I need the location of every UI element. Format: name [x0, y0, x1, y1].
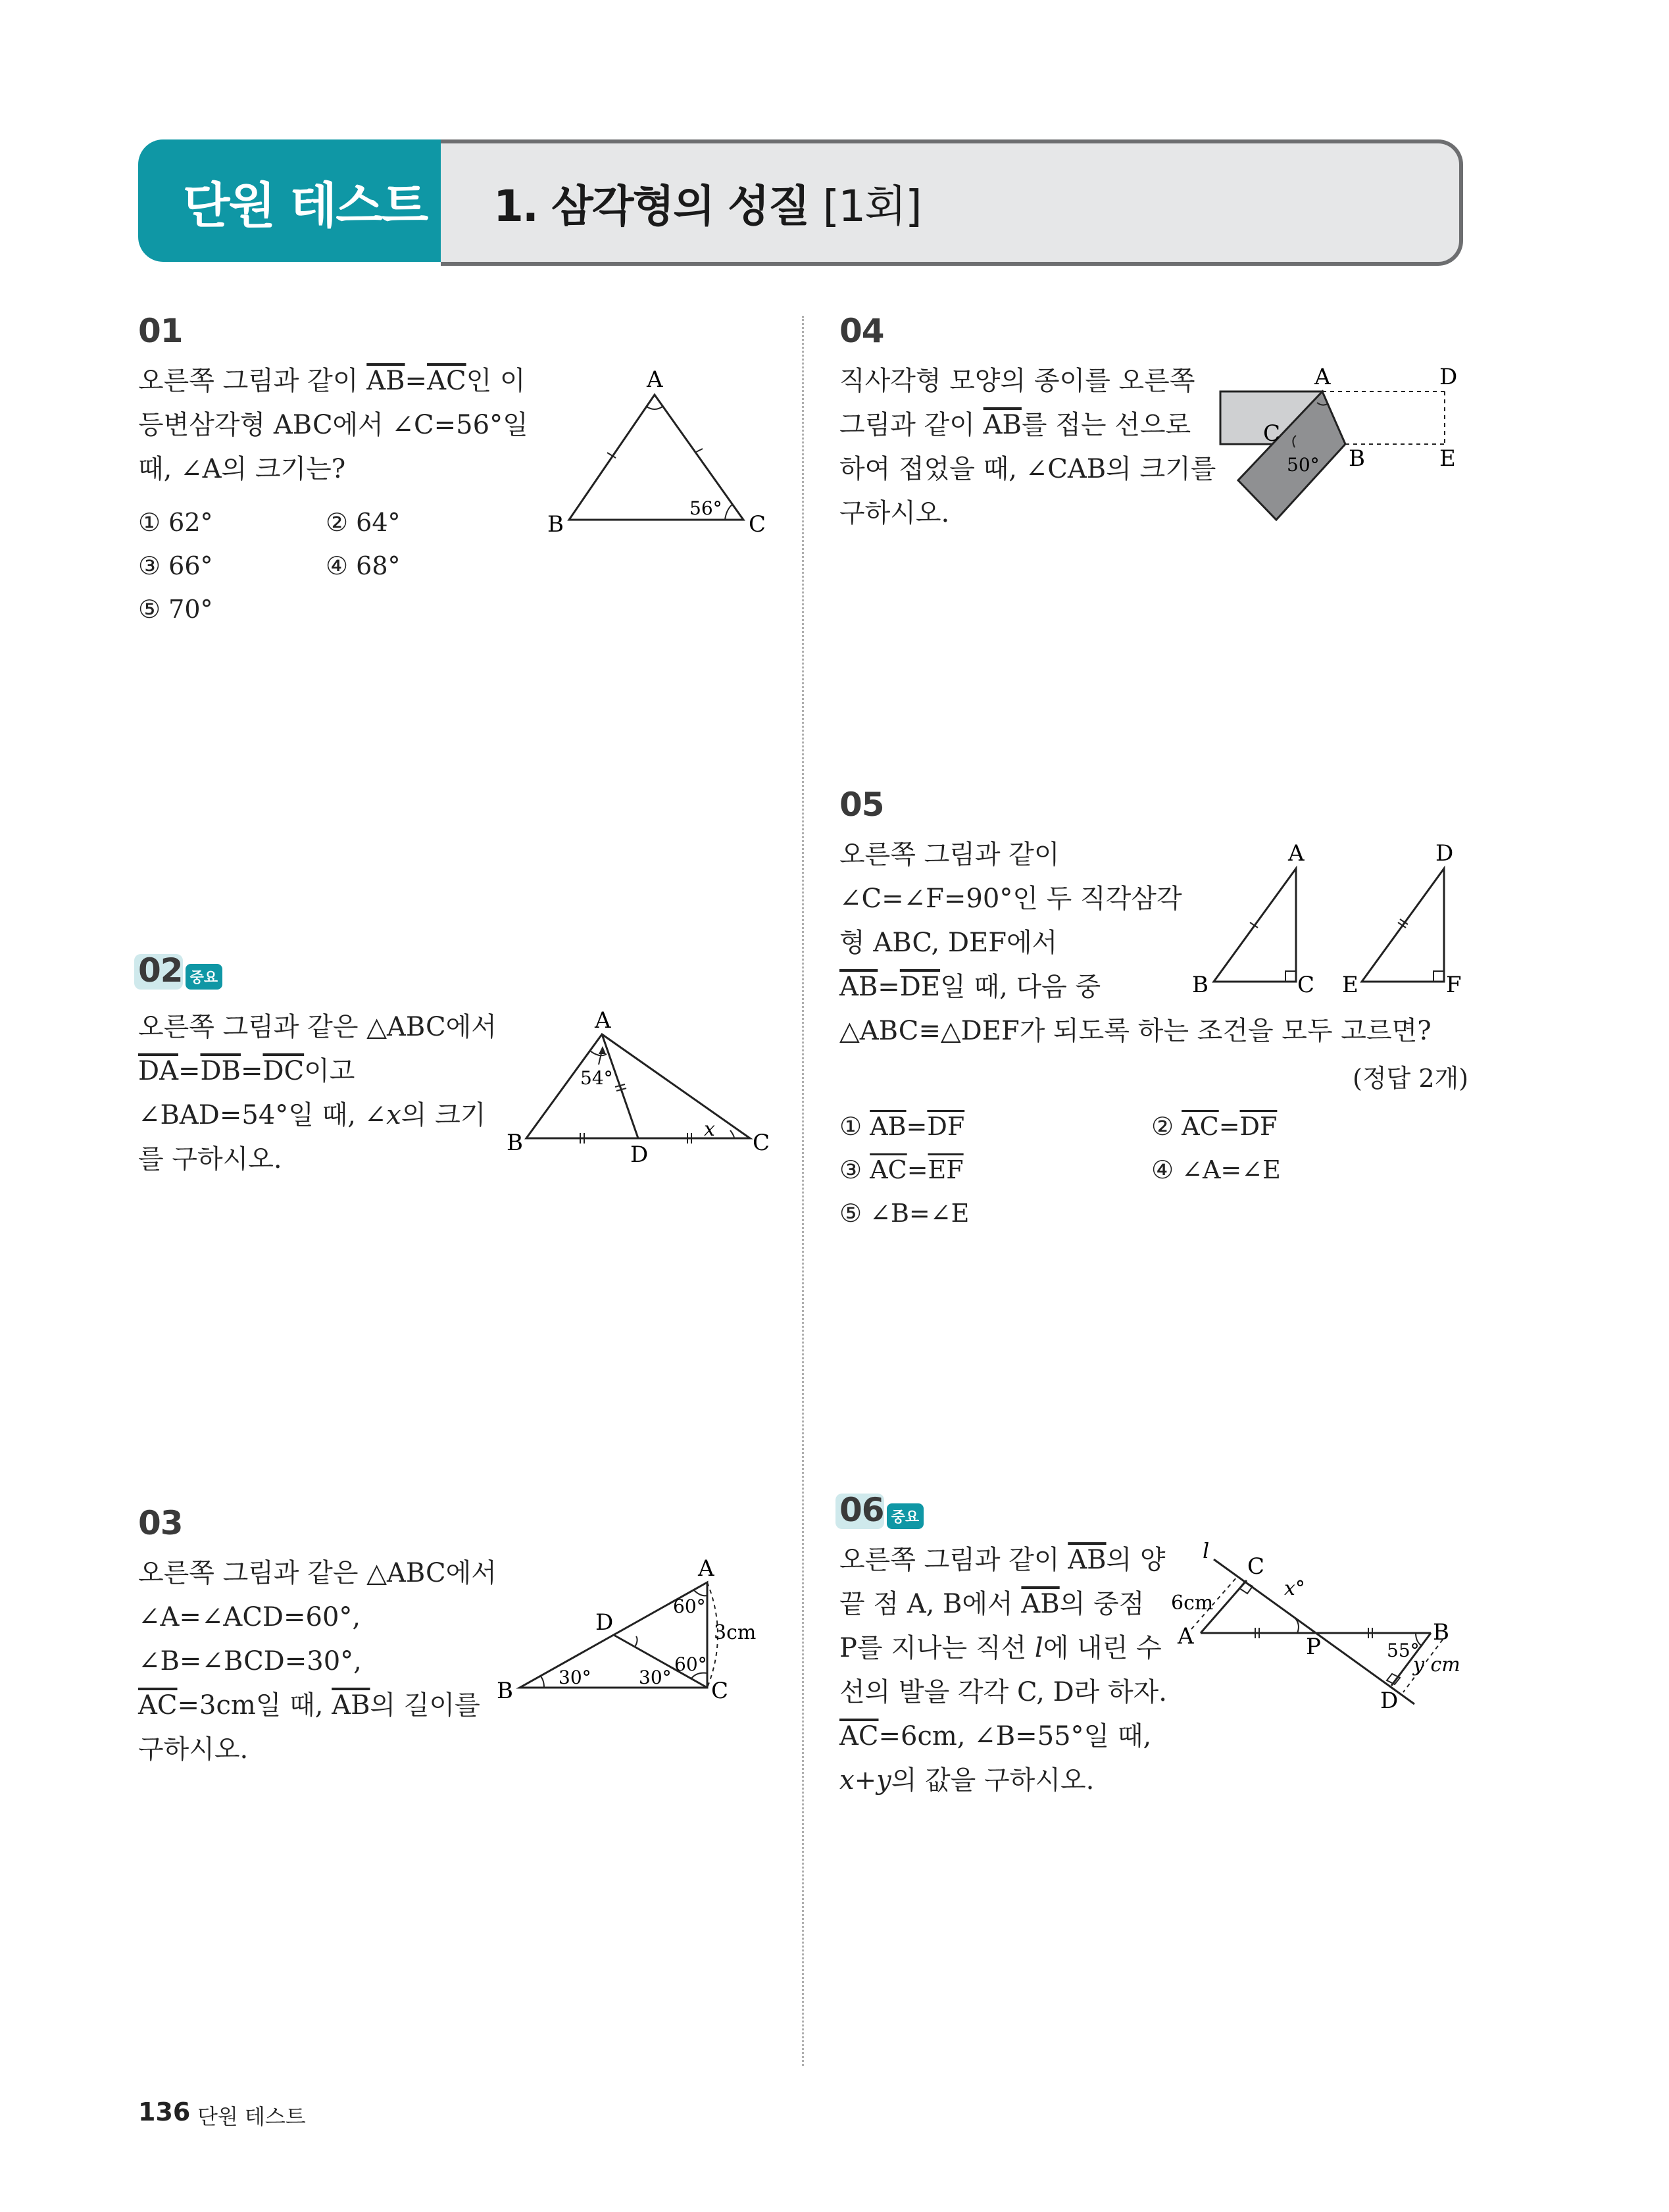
banner-left-panel [138, 139, 441, 262]
important-badge: 중요 [186, 964, 223, 990]
problem-06-header [839, 1491, 924, 1529]
p03-angle-acd: 60° [674, 1653, 707, 1675]
p02-triangle [526, 1034, 750, 1138]
p03-line-5: 구하시오. [138, 1734, 249, 1765]
p01-choice-4[interactable]: ④ 68° [326, 551, 401, 580]
p06-line-l [1214, 1559, 1414, 1704]
problem-01-number: 01 [138, 312, 183, 350]
p03-line-3: ∠B=∠BCD=30°, [138, 1646, 362, 1676]
problem-03-text [138, 1551, 497, 1772]
p03-figure [497, 1549, 773, 1707]
p01-label-b: B [547, 511, 564, 538]
p06-label-p: P [1306, 1634, 1321, 1660]
p03-line-4: $\overline{AC}=3cm$일 때, $\overline{AB}$의 길이를 [138, 1690, 480, 1721]
p04-angle-50: 50° [1287, 454, 1320, 476]
p05-choice-1[interactable]: ① $\overline{AB}=\overline{DF}$ [839, 1112, 965, 1141]
p05-line-1: 오른쪽 그림과 같이 [839, 840, 1060, 870]
p06-length-ac: 6cm [1171, 1592, 1214, 1615]
p05-label-e: E [1342, 972, 1358, 993]
p01-choice-1[interactable]: ① 62° [138, 508, 213, 537]
p06-line-4: 선의 발을 각각 C, D라 하자. [839, 1677, 1168, 1707]
p01-choice-2[interactable]: ② 64° [326, 508, 401, 537]
banner-title [493, 171, 921, 234]
p03-angle-bcd: 30° [639, 1667, 672, 1688]
unit-test-banner [138, 139, 1463, 262]
p04-line-2: 그림과 같이 $\overline{AB}$를 접는 선으로 [839, 410, 1191, 440]
p04-line-4: 구하시오. [839, 498, 950, 528]
p04-label-e: E [1439, 445, 1456, 472]
p04-label-b: B [1349, 445, 1365, 472]
p05-figure [1184, 836, 1474, 993]
p01-label-a: A [647, 366, 663, 393]
p05-line-4: $\overline{AB}=\overline{DE}$일 때, 다음 중 [839, 972, 1101, 1002]
problem-06-number: 06 [839, 1491, 884, 1529]
problem-04-number: 04 [839, 312, 884, 350]
p06-line-2: 끝 점 A, B에서 $\overline{AB}$의 중점 [839, 1589, 1145, 1619]
p06-line-6: x+y의 값을 구하시오. [839, 1765, 1095, 1796]
p06-label-c: C [1247, 1553, 1265, 1580]
p03-line-1: 오른쪽 그림과 같은 △ABC에서 [138, 1558, 497, 1588]
p01-choice-3[interactable]: ③ 66° [138, 551, 213, 580]
p01-line-1: 오른쪽 그림과 같이 $\overline{AB}=\overline{AC}$인 이 [138, 366, 526, 396]
p06-label-l: l [1203, 1540, 1210, 1563]
p05-label-f: F [1446, 972, 1462, 993]
p05-choice-5[interactable]: ⑤ ∠B=∠E [839, 1199, 970, 1228]
p06-line-3: P를 지나는 직선 l에 내린 수 [839, 1633, 1162, 1663]
p02-line-1: 오른쪽 그림과 같은 △ABC에서 [138, 1012, 497, 1042]
p06-line-1: 오른쪽 그림과 같이 $\overline{AB}$의 양 [839, 1545, 1166, 1575]
p05-choice-2[interactable]: ② $\overline{AC}=\overline{DF}$ [1151, 1112, 1278, 1141]
p02-label-c: C [753, 1130, 770, 1156]
p06-angle-x: x° [1284, 1577, 1305, 1600]
page-number: 136 [138, 2098, 191, 2126]
important-badge: 중요 [887, 1503, 924, 1529]
chapter-title: 1. 삼각형의 성질 [493, 181, 809, 232]
p04-figure [1210, 362, 1474, 533]
p02-label-d: D [630, 1142, 649, 1168]
p05-line-5: △ABC≡△DEF가 되도록 하는 조건을 모두 고르면? [839, 1016, 1432, 1046]
p03-label-c: C [711, 1678, 729, 1704]
p01-angle-c: 56° [689, 497, 722, 519]
p05-label-b: B [1192, 972, 1208, 993]
footer-section-label: 단원 테스트 [197, 2104, 306, 2129]
round-label: [1회] [822, 181, 921, 232]
p05-label-c: C [1297, 972, 1315, 993]
p01-line-3: 때, ∠A의 크기는? [138, 454, 346, 484]
p04-label-d: D [1439, 364, 1458, 390]
p04-label-a: A [1314, 364, 1331, 390]
p03-label-d: D [595, 1609, 614, 1636]
p05-line-2: ∠C=∠F=90°인 두 직각삼각 [839, 884, 1182, 914]
banner-unit-label: 단원 테스트 [183, 178, 428, 234]
p01-choice-5[interactable]: ⑤ 70° [138, 595, 213, 624]
p04-label-c: C [1263, 420, 1281, 447]
p03-line-2: ∠A=∠ACD=60°, [138, 1602, 361, 1632]
problem-06-text [839, 1538, 1167, 1803]
p05-choice-4[interactable]: ④ ∠A=∠E [1151, 1155, 1281, 1184]
p06-line-5: $\overline{AC}=6cm$, ∠B=55°일 때, [839, 1721, 1152, 1751]
p06-label-a: A [1178, 1623, 1194, 1649]
p04-line-1: 직사각형 모양의 종이를 오른쪽 [839, 366, 1195, 396]
p03-angle-a: 60° [673, 1596, 706, 1617]
p02-angle-x: x [704, 1118, 715, 1141]
problem-04-text [839, 359, 1216, 536]
column-divider [802, 316, 804, 2066]
p03-label-b: B [497, 1678, 513, 1704]
p02-line-4: 를 구하시오. [138, 1144, 282, 1174]
p02-line-2: $\overline{DA}=\overline{DB}=\overline{DC}$이고 [138, 1056, 355, 1086]
p06-length-bd: y cm [1413, 1653, 1460, 1676]
p06-label-d: D [1380, 1688, 1399, 1711]
problem-02-header [138, 951, 222, 990]
p01-label-c: C [749, 511, 766, 538]
p03-label-a: A [698, 1555, 714, 1582]
problem-01-text [138, 359, 528, 491]
p05-label-a: A [1288, 840, 1305, 867]
p06-angle-b: 55° [1387, 1640, 1420, 1661]
p03-angle-b: 30° [559, 1667, 591, 1688]
p05-choice-3[interactable]: ③ $\overline{AC}=\overline{EF}$ [839, 1155, 964, 1184]
p05-label-d: D [1435, 840, 1454, 867]
p06-figure [1171, 1540, 1474, 1711]
p02-label-a: A [595, 1007, 611, 1034]
problem-05-number: 05 [839, 786, 884, 824]
p01-figure [539, 362, 776, 546]
problem-02-number: 02 [138, 951, 183, 990]
p01-line-2: 등변삼각형 ABC에서 ∠C=56°일 [138, 410, 528, 440]
p02-figure [507, 1007, 783, 1171]
problem-03-number: 03 [138, 1504, 183, 1542]
p02-angle-54: 54° [580, 1067, 613, 1089]
p03-length-ac: 3cm [714, 1621, 757, 1644]
p02-label-b: B [507, 1130, 523, 1156]
p04-line-3: 하여 접었을 때, ∠CAB의 크기를 [839, 454, 1216, 484]
p02-line-3: ∠BAD=54°일 때, ∠x의 크기 [138, 1100, 486, 1130]
p06-label-b: B [1433, 1619, 1449, 1646]
p05-answer-note: (정답 2개) [1353, 1064, 1469, 1093]
problem-02-text [138, 1005, 497, 1182]
p05-line-3: 형 ABC, DEF에서 [839, 928, 1058, 958]
